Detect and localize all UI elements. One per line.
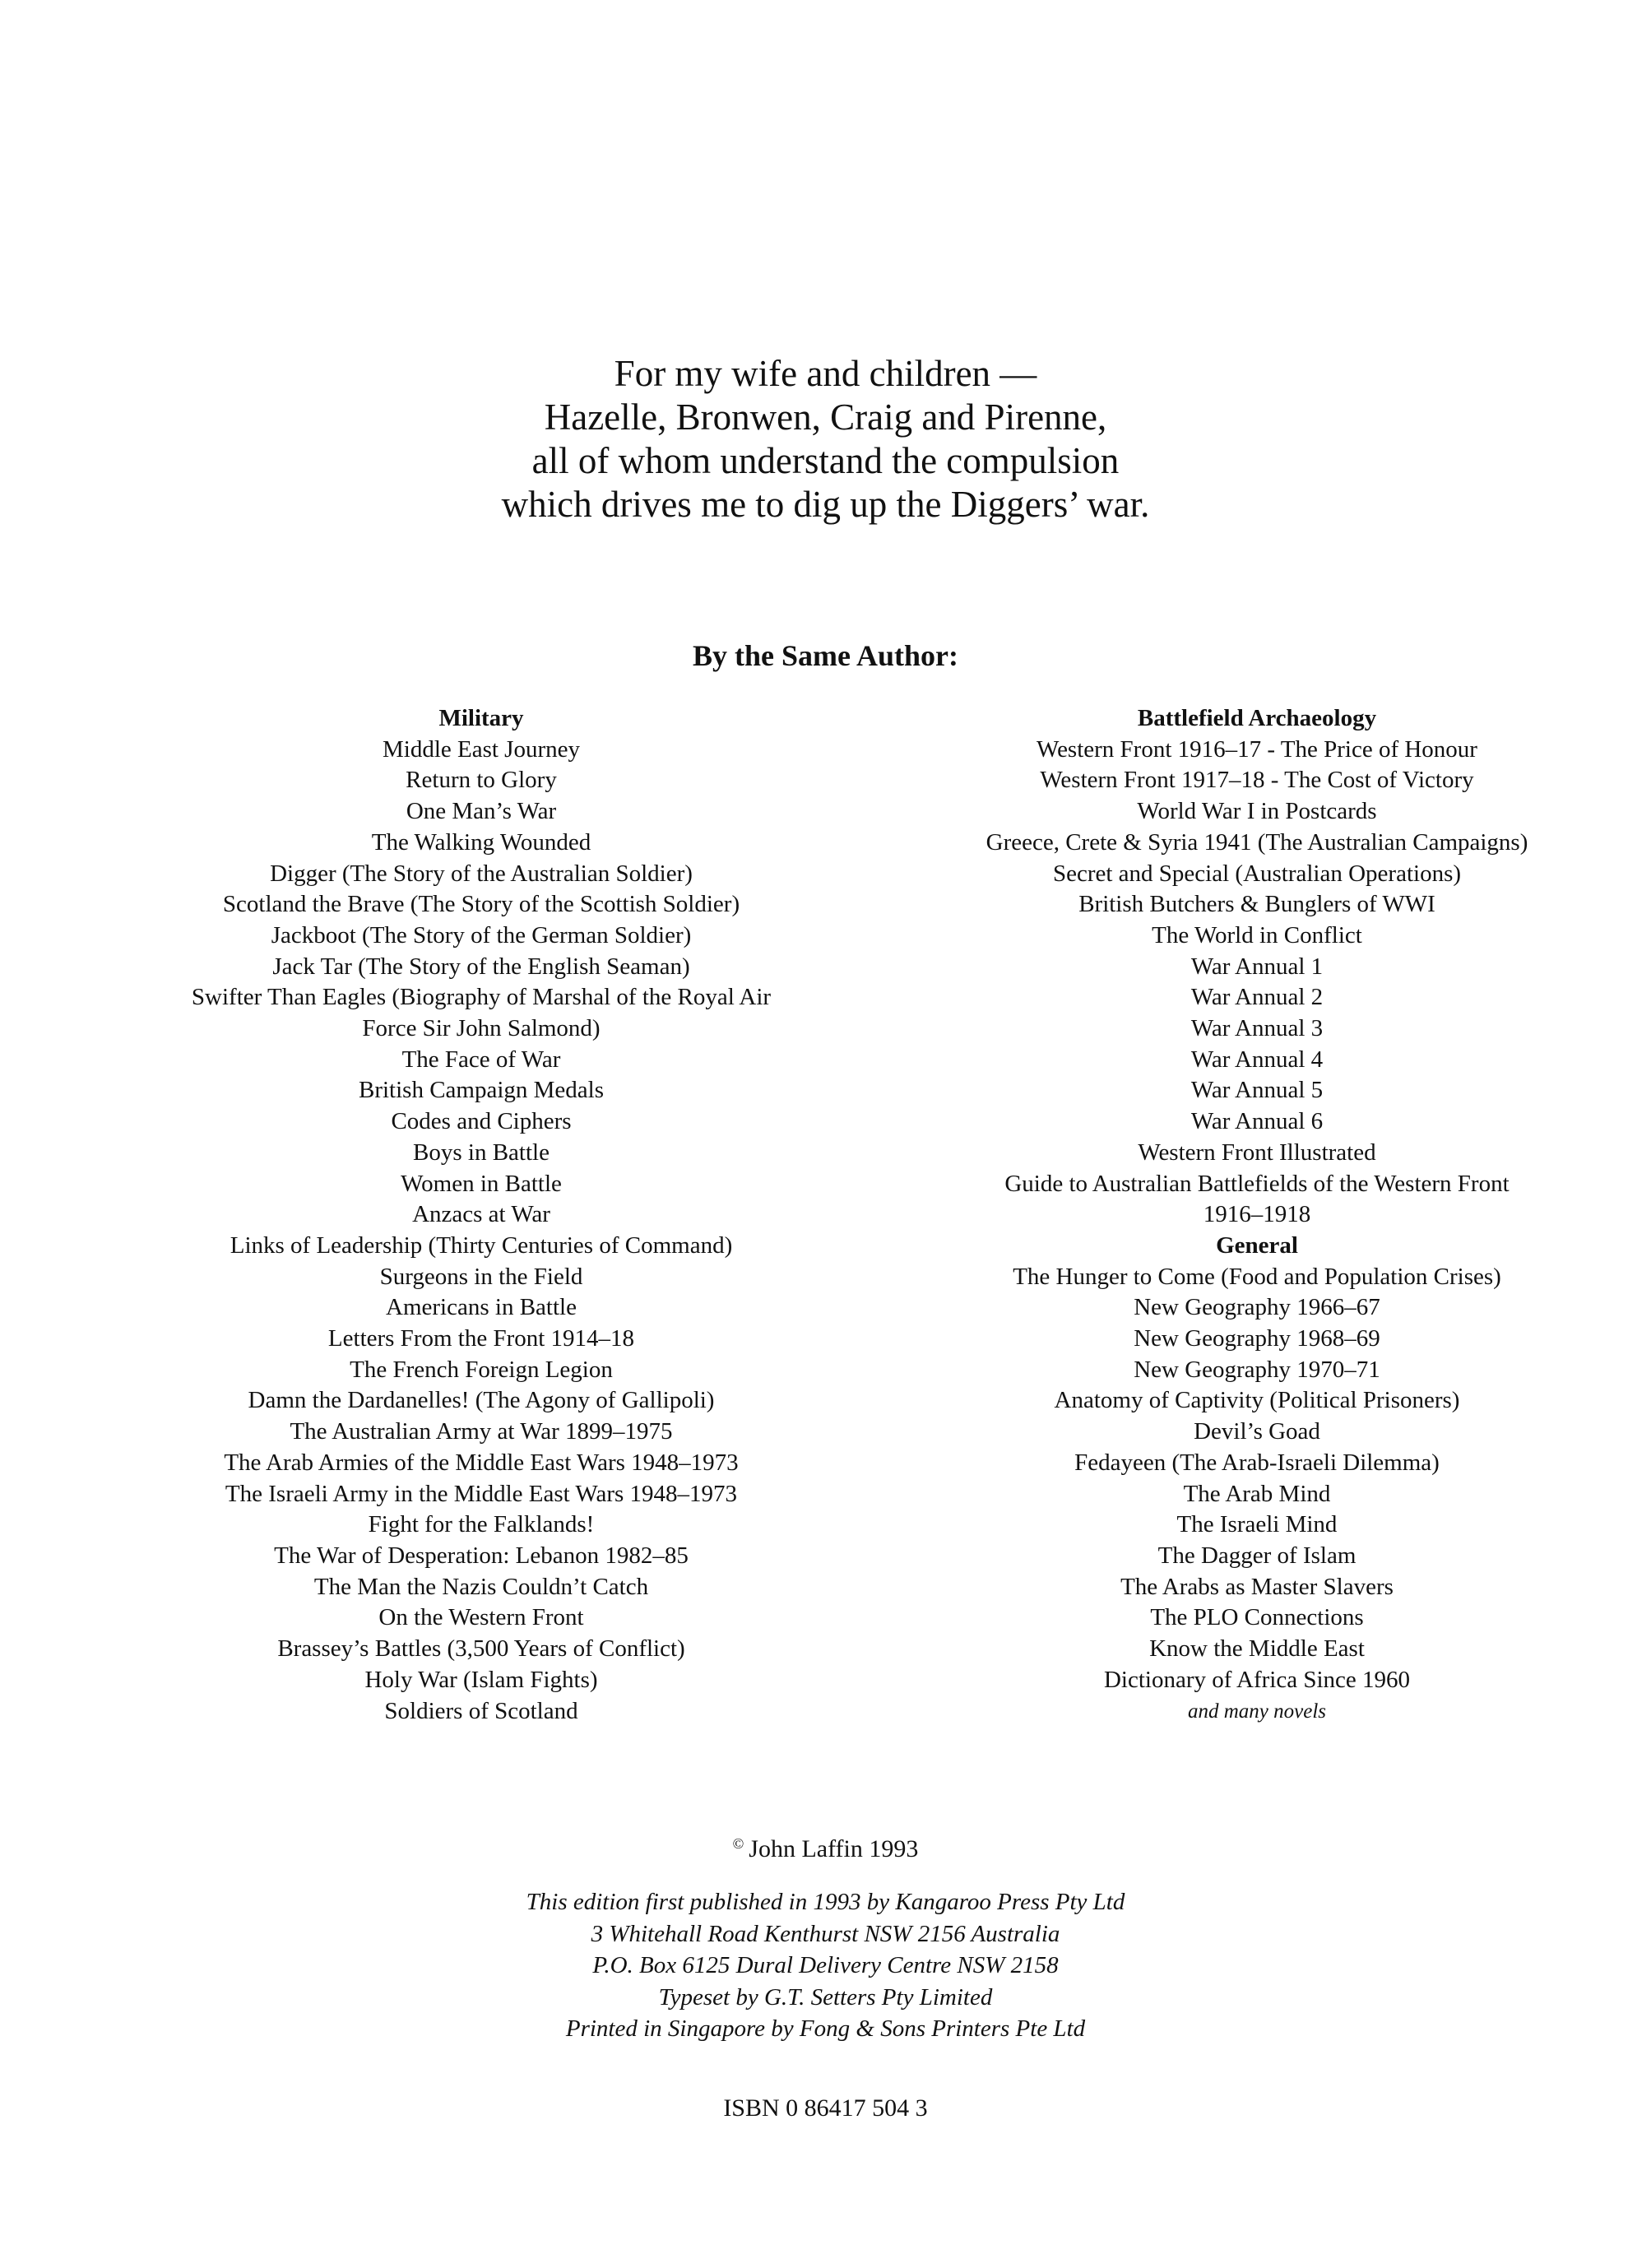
left-book-list: [123, 703, 839, 1727]
book-title: War Annual 6: [1190, 1108, 1324, 1135]
book-title: Fedayeen (The Arab-Israeli Dilemma): [1074, 1449, 1440, 1476]
book-title: Fight for the Falklands!: [368, 1511, 595, 1538]
list-category-heading: Military: [438, 705, 524, 731]
by-same-author-heading: By the Same Author:: [693, 639, 958, 672]
book-title: Devil’s Goad: [1194, 1418, 1320, 1445]
book-title: Digger (The Story of the Australian Soldier): [270, 860, 693, 887]
book-title: 1916–1918: [1203, 1201, 1311, 1228]
dedication: [0, 352, 1651, 526]
book-title: Know the Middle East: [1149, 1635, 1365, 1663]
book-title: Holy War (Islam Fights): [364, 1666, 598, 1693]
book-title: The Face of War: [401, 1046, 561, 1073]
book-title: Dictionary of Africa Since 1960: [1103, 1666, 1411, 1693]
book-title: The Israeli Mind: [1176, 1511, 1338, 1538]
dedication-line: For my wife and children —: [614, 353, 1037, 394]
book-title: War Annual 2: [1190, 984, 1324, 1011]
book-title: The Arab Mind: [1183, 1480, 1331, 1507]
list-note: and many novels: [1187, 1700, 1327, 1723]
book-title: Anzacs at War: [412, 1201, 550, 1228]
book-title: Soldiers of Scotland: [384, 1697, 578, 1724]
book-title: Americans in Battle: [386, 1294, 577, 1321]
copyright-text: John Laffin 1993: [749, 1835, 919, 1862]
book-title: The PLO Connections: [1150, 1604, 1364, 1631]
book-title: The French Foreign Legion: [350, 1356, 613, 1383]
book-title: The World in Conflict: [1152, 921, 1362, 948]
book-title: Return to Glory: [406, 767, 557, 794]
copyright-line: [0, 1828, 1651, 1865]
book-title: Force Sir John Salmond): [362, 1015, 601, 1042]
book-title: New Geography 1968–69: [1134, 1325, 1380, 1352]
imprint-line: Printed in Singapore by Fong & Sons Printers Pte Ltd: [565, 2015, 1086, 2042]
book-title: Guide to Australian Battlefields of the Western Front: [1004, 1170, 1510, 1197]
book-title: One Man’s War: [406, 798, 557, 825]
book-title: Anatomy of Captivity (Political Prisoners): [1054, 1387, 1460, 1414]
book-title: The Dagger of Islam: [1157, 1542, 1357, 1569]
imprint: [0, 1886, 1651, 2045]
dedication-line: Hazelle, Bronwen, Craig and Pirenne,: [544, 397, 1107, 438]
book-title: Damn the Dardanelles! (The Agony of Gallipoli): [248, 1387, 715, 1414]
book-title: Western Front 1917–18 - The Cost of Victory: [1040, 767, 1474, 794]
book-title: On the Western Front: [378, 1604, 584, 1631]
book-title: War Annual 1: [1190, 953, 1324, 980]
book-title: Scotland the Brave (The Story of the Scottish Soldier): [222, 891, 740, 918]
book-title: British Butchers & Bunglers of WWI: [1078, 891, 1435, 918]
book-title: Letters From the Front 1914–18: [327, 1325, 635, 1352]
isbn: ISBN 0 86417 504 3: [723, 2094, 928, 2122]
imprint-line: This edition first published in 1993 by Kangaroo Press Pty Ltd: [526, 1889, 1125, 1915]
book-title: Secret and Special (Australian Operations): [1052, 860, 1462, 887]
book-title: The Hunger to Come (Food and Population Crises): [1013, 1263, 1501, 1290]
book-title: Greece, Crete & Syria 1941 (The Australian Campaigns): [985, 828, 1528, 856]
book-title: Western Front Illustrated: [1138, 1139, 1376, 1166]
book-title: Swifter Than Eagles (Biography of Marshal of the Royal Air: [191, 984, 772, 1011]
book-title: The Walking Wounded: [371, 828, 591, 856]
book-title: Codes and Ciphers: [391, 1108, 572, 1135]
book-title: Western Front 1916–17 - The Price of Honour: [1037, 735, 1477, 763]
book-title: New Geography 1966–67: [1134, 1294, 1380, 1321]
book-title: The Man the Nazis Couldn’t Catch: [313, 1573, 649, 1600]
book-title: The Israeli Army in the Middle East Wars 1948–1973: [225, 1480, 738, 1507]
imprint-line: 3 Whitehall Road Kenthurst NSW 2156 Australia: [591, 1920, 1060, 1947]
book-title: Women in Battle: [401, 1170, 562, 1197]
book-title: Jack Tar (The Story of the English Seaman): [272, 953, 690, 980]
book-title: World War I in Postcards: [1137, 798, 1377, 825]
right-book-list: [911, 703, 1602, 1727]
book-title: War Annual 3: [1190, 1015, 1324, 1042]
list-category-heading: General: [1216, 1231, 1298, 1259]
book-title: War Annual 5: [1190, 1077, 1324, 1104]
book-title: The Australian Army at War 1899–1975: [290, 1418, 673, 1445]
imprint-line: Typeset by G.T. Setters Pty Limited: [658, 1983, 993, 2011]
book-title: Jackboot (The Story of the German Soldier): [271, 921, 692, 948]
book-title: Surgeons in the Field: [379, 1263, 583, 1290]
book-title: Links of Leadership (Thirty Centuries of Command): [230, 1231, 733, 1259]
book-title: Brassey’s Battles (3,500 Years of Conflict): [277, 1635, 685, 1663]
book-title: The War of Desperation: Lebanon 1982–85: [274, 1542, 689, 1569]
book-title: New Geography 1970–71: [1134, 1356, 1380, 1383]
book-title: Boys in Battle: [413, 1139, 550, 1166]
imprint-line: P.O. Box 6125 Dural Delivery Centre NSW 2158: [592, 1952, 1059, 1978]
book-title: War Annual 4: [1190, 1046, 1324, 1073]
dedication-line: all of whom understand the compulsion: [531, 440, 1120, 481]
dedication-line: which drives me to dig up the Diggers’ war.: [501, 484, 1150, 525]
book-title: The Arab Armies of the Middle East Wars 1948–1973: [224, 1449, 739, 1476]
book-title: The Arabs as Master Slavers: [1120, 1573, 1394, 1600]
book-title: British Campaign Medals: [358, 1077, 605, 1104]
list-category-heading: Battlefield Archaeology: [1137, 705, 1377, 731]
copyright-symbol: ©: [732, 1835, 744, 1852]
book-title: Middle East Journey: [382, 735, 580, 763]
